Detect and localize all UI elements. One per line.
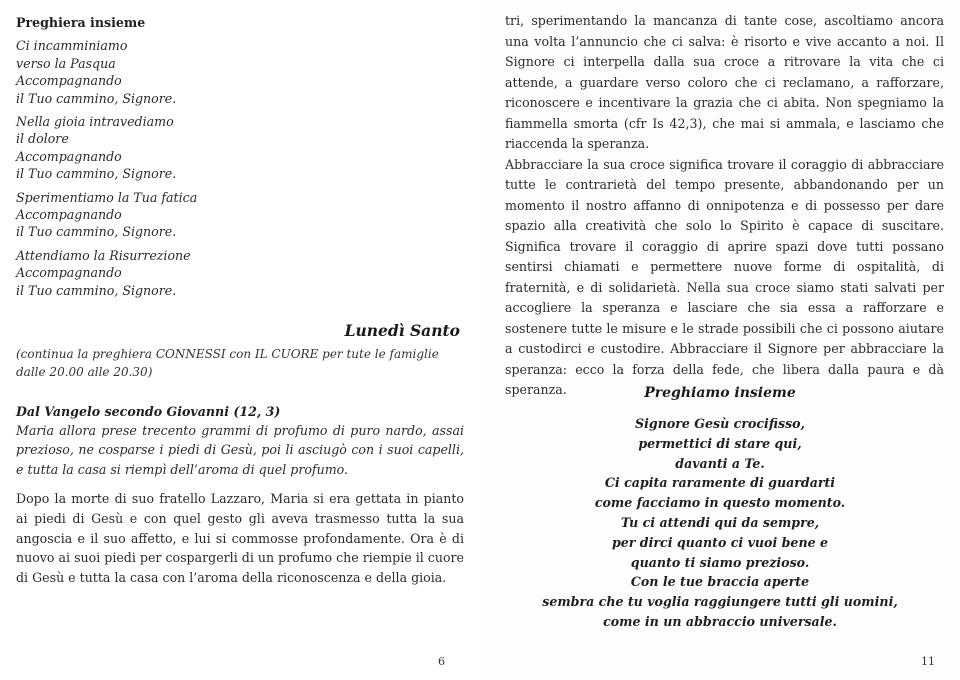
prayer-line: Accompagnando bbox=[16, 265, 122, 281]
prayer-stanza bbox=[16, 247, 197, 299]
prayer-line: come facciamo in questo momento. bbox=[594, 495, 846, 511]
body-paragraph: Abbracciare la sua croce significa trovare il coraggio di abbracciare tutte le contrarietà del tempo presente, abbandonando per un momento il nostro affanno di onnipotenza e di possesso per dare spazio alla creatività che solo lo Spirito è capace di suscitare. Significa trovare il coraggio di aprire spazi dove tutti possano sentirsi chiamati e permettere nuove forme di ospitalità, di fraternità, e di solidarietà. Nella sua croce siamo stati salvati per accogliere la speranza e lasciare che sia essa a rafforzare e sostenere tutte le misure e le strade possibili che ci possono aiutare a custodirci e custodire. Abbracciare il Signore per abbracciare la speranza: ecco la forza della fede, che libera dalla paura e dà speranza. bbox=[505, 156, 944, 397]
gospel-block bbox=[16, 402, 464, 479]
reflection-paragraph: Dopo la morte di suo fratello Lazzaro, Maria si era gettata in pianto ai piedi di Gesù e con quel gesto gli aveva trasmesso tutta la sua angoscia e il suo affetto, e lui si commosse profondamente. Ora è di nuovo ai suoi piedi per cospargerli di un profumo che riempie il cuore di Gesù e tutta la casa con l’aroma della riconoscenza e della gioia. bbox=[16, 491, 464, 586]
prayer-line: Sperimentiamo la Tua fatica bbox=[16, 189, 198, 205]
body-paragraph: tri, sperimentando la mancanza di tante cose, ascoltiamo ancora una volta l’annuncio che ci salva: è risorto e vive accanto a noi. Il Signore ci interpella dalla sua croce a ritrovare la vita che ci attende, a guardare verso coloro che ci reclamano, a rafforzare, riconoscere e incentivare la grazia che ci abita. Non spegniamo la fiammella smorta (cfr Is 42,3), che mai si ammala, e lasciamo che riaccenda la speranza. bbox=[505, 13, 944, 151]
schedule-note: (continua la preghiera CONNESSI con IL CUORE per tute le famiglie dalle 20.00 alle 20.30) bbox=[16, 347, 439, 379]
prayer-line: verso la Pasqua bbox=[16, 55, 116, 71]
prayer-line: Accompagnando bbox=[16, 73, 122, 89]
prayer-line: Accompagnando bbox=[16, 148, 122, 164]
right-page-body bbox=[505, 11, 944, 401]
prayer-stanza bbox=[16, 113, 197, 183]
prayer-line: permettici di stare qui, bbox=[638, 435, 802, 451]
prayer-line: il Tuo cammino, Signore. bbox=[16, 282, 177, 298]
prayer-line: quanto ti siamo prezioso. bbox=[630, 554, 810, 570]
prayer-line: Nella gioia intravediamo bbox=[16, 114, 174, 130]
prayer-line: il Tuo cammino, Signore. bbox=[16, 224, 177, 240]
prayer-line: il dolore bbox=[16, 131, 69, 147]
prayer-line: sembra che tu voglia raggiungere tutti gli uomini, bbox=[542, 594, 898, 610]
pray-together-lines bbox=[480, 414, 960, 632]
prayer-stanza bbox=[16, 189, 197, 241]
prayer-line: come in un abbraccio universale. bbox=[603, 613, 837, 629]
prayer-title: Preghiera insieme bbox=[16, 15, 146, 30]
pray-together-title: Preghiamo insieme bbox=[644, 385, 796, 401]
prayer-stanza bbox=[16, 37, 197, 107]
page-number-left: 6 bbox=[438, 655, 445, 668]
prayer-line: Attendiamo la Risurrezione bbox=[16, 247, 191, 263]
prayer-line: Ci capita raramente di guardarti bbox=[604, 475, 836, 491]
gospel-quote: Maria allora prese trecento grammi di profumo di puro nardo, assai prezioso, ne cosparse i piedi di Gesù, poi li asciugò con i suoi capelli, e tutta la casa si riempì dell’aroma di quel profumo. bbox=[16, 423, 464, 477]
day-title: Lunedì Santo bbox=[344, 321, 460, 340]
prayer-line: Accompagnando bbox=[16, 207, 122, 223]
prayer-line: Signore Gesù crocifisso, bbox=[635, 416, 805, 431]
prayer-line: Ci incamminiamo bbox=[16, 38, 128, 54]
prayer-line: Tu ci attendi qui da sempre, bbox=[620, 514, 820, 530]
prayer-block bbox=[16, 14, 197, 299]
prayer-line: il Tuo cammino, Signore. bbox=[16, 166, 177, 182]
prayer-line: davanti a Te. bbox=[675, 455, 765, 471]
page-number-right: 11 bbox=[921, 655, 935, 668]
prayer-line: Con le tue braccia aperte bbox=[630, 574, 810, 590]
gospel-reference: Dal Vangelo secondo Giovanni (12, 3) bbox=[16, 404, 281, 419]
prayer-line: il Tuo cammino, Signore. bbox=[16, 90, 177, 106]
prayer-line: per dirci quanto ci vuoi bene e bbox=[611, 534, 829, 550]
